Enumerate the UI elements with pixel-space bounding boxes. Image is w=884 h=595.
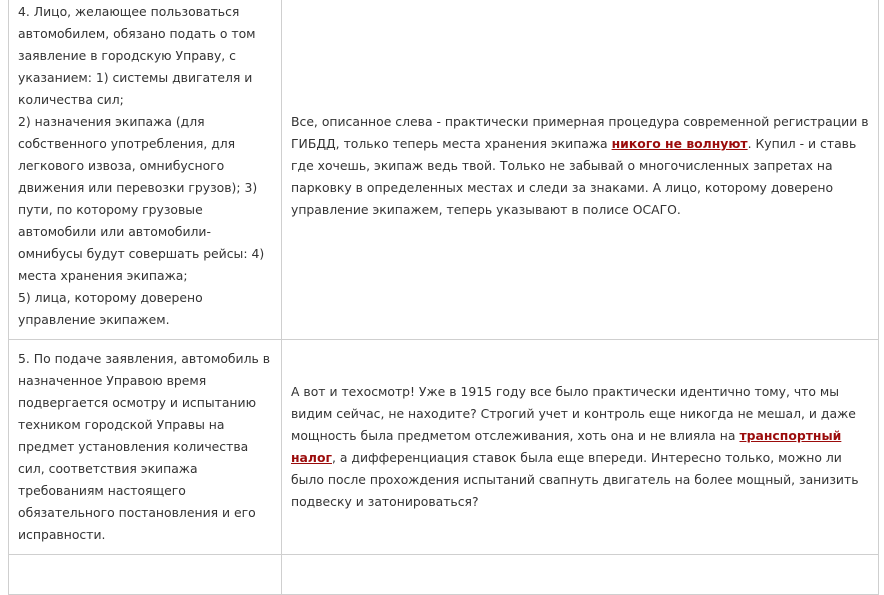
regulation-text-line: 5) лица, которому доверено управление экипажем.: [18, 290, 203, 327]
table-row: [9, 340, 879, 555]
regulation-text-line: 5. По подаче заявления, автомобиль в назначенное Управою время подвергается осмотру и испытанию техником городской Управы на предмет установления количества сил, соответствия экипажа требованиям настоящего обязательного постановления и его исправности.: [18, 351, 271, 542]
regulation-cell: [9, 0, 282, 340]
commentary-link[interactable]: транспортный налог: [291, 428, 842, 465]
table-row: [9, 555, 879, 595]
regulation-cell: [9, 555, 282, 595]
comparison-table: [8, 0, 878, 595]
regulation-cell: [9, 340, 282, 555]
regulation-text-line: 2) назначения экипажа (для собственного употребления, для легкового извоза, омнибусного движения или перевозки грузов); 3) пути, по которому грузовые автомобили или автомобили-омнибусы будут совершать рейсы: 4) места хранения экипажа;: [18, 114, 265, 283]
commentary-cell: [282, 340, 879, 555]
regulation-text-line: 4. Лицо, желающее пользоваться автомобилем, обязано подать о том заявление в городскую Управу, с указанием: 1) системы двигателя и количества сил;: [18, 4, 256, 107]
commentary-link[interactable]: никого не волнуют: [611, 136, 748, 151]
commentary-cell: [282, 555, 879, 595]
table-row: [9, 0, 879, 340]
commentary-text: А вот и техосмотр! Уже в 1915 году все было практически идентично тому, что мы видим сейчас, не находите? Строгий учет и контроль еще никогда не мешал, и даже мощность была предметом отслеживания, хоть она и не влияла на: [291, 384, 856, 443]
commentary-text: , а дифференциация ставок была еще впереди. Интересно только, можно ли было после прохождения испытаний свапнуть двигатель на более мощный, занизить подвеску и затонироваться?: [291, 450, 859, 509]
commentary-text: . Купил - и ставь где хочешь, экипаж ведь твой. Только не забывай о многочисленных запретах на парковку в определенных местах и следи за знаками. А лицо, которому доверено управление экипажем, теперь указывают в полисе ОСАГО.: [291, 136, 857, 217]
regulations-table: [8, 0, 879, 595]
commentary-text: Все, описанное слева - практически примерная процедура современной регистрации в ГИБДД, только теперь места хранения экипажа: [291, 114, 869, 151]
commentary-cell: [282, 0, 879, 340]
